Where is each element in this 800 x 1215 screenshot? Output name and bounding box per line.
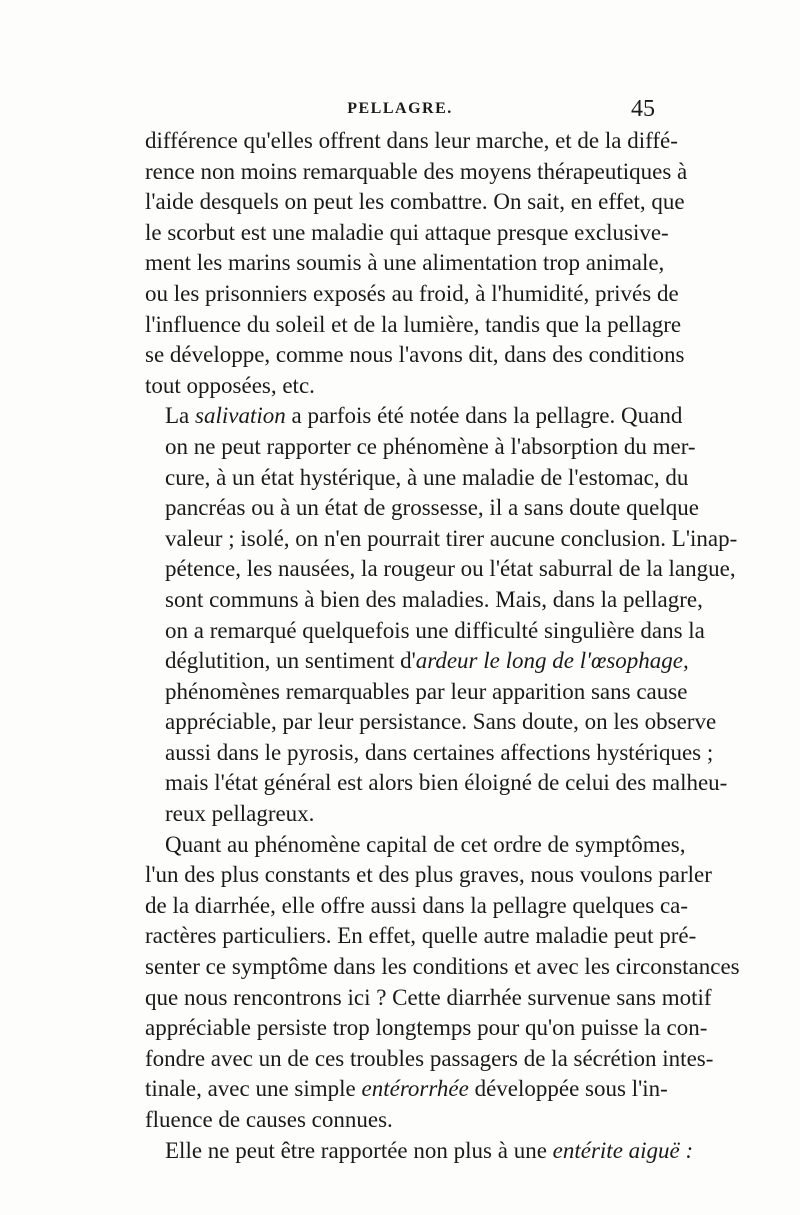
text-run: déglutition, un sentiment d' xyxy=(165,648,416,674)
text-line: de la diarrhée, elle offre aussi dans la pellagre quelques ca- xyxy=(145,892,689,918)
text-line: se développe, comme nous l'avons dit, dans des conditions xyxy=(145,342,685,368)
text-line: rence non moins remarquable des moyens thérapeutiques à xyxy=(145,158,688,184)
text-line xyxy=(145,401,683,432)
text-line: sont communs à bien des maladies. Mais, dans la pellagre, xyxy=(165,586,703,612)
text-line: ractères particuliers. En effet, quelle autre maladie peut pré- xyxy=(145,923,697,949)
text-line: l'un des plus constants et des plus graves, nous voulons parler xyxy=(145,862,712,888)
italic-term: salivation xyxy=(195,403,286,429)
text-line: pancréas ou à un état de grossesse, il a sans doute quelque xyxy=(165,495,699,521)
page-header xyxy=(145,96,655,126)
italic-term: entérite aiguë : xyxy=(552,1137,694,1163)
text-line: mais l'état général est alors bien éloigné de celui des malheu- xyxy=(165,770,728,796)
paragraph-3 xyxy=(145,830,740,1136)
text-line: l'influence du soleil et de la lumière, tandis que la pellagre xyxy=(145,311,682,337)
text-line: appréciable, par leur persistance. Sans doute, on les observe xyxy=(165,709,717,735)
text-line: fluence de causes connues. xyxy=(145,1107,393,1132)
text-line: phénomènes remarquables par leur apparition sans cause xyxy=(165,678,688,704)
text-run: développée sous l'in- xyxy=(468,1076,668,1102)
text-line: reux pellagreux. xyxy=(165,801,315,827)
text-run: a parfois été notée dans la pellagre. Quand xyxy=(285,403,683,429)
text-line: on ne peut rapporter ce phénomène à l'absorption du mer- xyxy=(165,433,696,459)
text-run: tinale, avec une simple xyxy=(145,1076,362,1102)
text-line: appréciable persiste trop longtemps pour qu'on puisse la con- xyxy=(145,1015,708,1041)
text-line: senter ce symptôme dans les conditions et avec les circonstances xyxy=(145,954,740,980)
italic-term: ardeur le long de l'œsophage, xyxy=(415,648,689,674)
paragraph-1 xyxy=(145,126,688,401)
text-line: valeur ; isolé, on n'en pourrait tirer aucune conclusion. L'inap- xyxy=(165,525,738,551)
text-line: on a remarqué quelquefois une difficulté singulière dans la xyxy=(165,617,705,643)
text-line: ment les marins soumis à une alimentation trop animale, xyxy=(145,250,665,276)
text-line: cure, à un état hystérique, à une maladie de l'estomac, du xyxy=(165,464,689,490)
text-line: Quant au phénomène capital de cet ordre de symptômes, xyxy=(165,831,686,857)
page-number: 45 xyxy=(631,96,655,122)
body-text xyxy=(145,126,740,1166)
text-run: La xyxy=(165,403,196,429)
text-line: aussi dans le pyrosis, dans certaines affections hystériques ; xyxy=(165,739,714,765)
paragraph-2 xyxy=(145,401,738,829)
text-line: pétence, les nausées, la rougeur ou l'état saburral de la langue, xyxy=(165,556,736,582)
text-line xyxy=(145,1136,694,1167)
text-line: le scorbut est une maladie qui attaque presque exclusive- xyxy=(145,219,669,245)
text-line: différence qu'elles offrent dans leur marche, et de la diffé- xyxy=(145,128,678,153)
text-run: Elle ne peut être rapportée non plus à une xyxy=(165,1137,553,1163)
running-title: PELLAGRE. xyxy=(347,100,453,117)
italic-term: entérorrhée xyxy=(361,1076,469,1102)
text-line: fondre avec un de ces troubles passagers de la sécrétion intes- xyxy=(145,1045,714,1071)
text-line: ou les prisonniers exposés au froid, à l'humidité, privés de xyxy=(145,280,679,306)
text-line xyxy=(145,646,689,677)
text-line: que nous rencontrons ici ? Cette diarrhée survenue sans motif xyxy=(145,984,712,1010)
paragraph-4 xyxy=(145,1136,694,1167)
text-line xyxy=(145,1074,668,1105)
text-line: tout opposées, etc. xyxy=(145,372,315,398)
text-line: l'aide desquels on peut les combattre. On sait, en effet, que xyxy=(145,189,685,215)
